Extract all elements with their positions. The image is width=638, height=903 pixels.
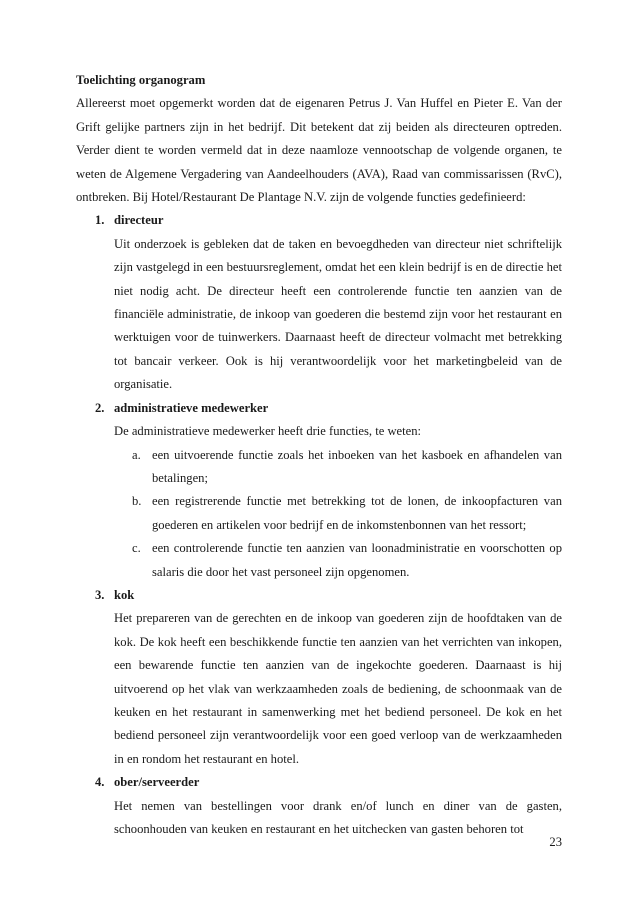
- sub-item-text: een registrerende functie met betrekking tot de lonen, de inkoopfacturen van goederen en artikelen voor bedrijf en de inkomstenbonnen van het ressort;: [152, 494, 562, 532]
- item-text: Het prepareren van de gerechten en de inkoop van goederen zijn de hoofdtaken van de kok. De kok heeft een beschikkende functie ten aanzien van het verrichten van inkopen, een bewarende functie ten aanzien van de ingekochte goederen. Daarnaast is hij uitvoerend op het vlak van werkzaamheden zoals de bediening, de schoonmaak van de keuken en het restaurant in samenwerking met het bediend personeel. De kok en het bediend personeel zijn verantwoordelijk voor een goed verloop van de werkzaamheden in en rondom het restaurant en hotel.: [114, 611, 562, 766]
- item-text: De administratieve medewerker heeft drie functies, te weten:: [114, 424, 422, 439]
- list-item-kok: [76, 584, 562, 771]
- sub-list: [114, 444, 562, 584]
- item-number: 1.: [95, 213, 105, 228]
- item-number: 3.: [95, 587, 105, 602]
- section-title: Toelichting organogram: [76, 73, 206, 87]
- sub-item-letter: b.: [132, 494, 142, 509]
- list-item-administratieve-medewerker: [76, 397, 562, 584]
- item-heading: administratieve medewerker: [114, 400, 269, 415]
- item-text: Het nemen van bestellingen voor drank en/of lunch en diner van de gasten, schoonhouden van keuken en restaurant en het uitchecken van gasten behoren tot: [114, 798, 562, 836]
- item-text: Uit onderzoek is gebleken dat de taken en bevoegdheden van directeur niet schriftelijk zijn vastgelegd in een bestuursreglement, omdat het een klein bedrijf is en de directie het niet nodig acht. De directeur heeft een controlerende functie ten aanzien van de financiële administratie, de inkoop van goederen die bestemd zijn voor het restaurant en werktuigen voor de tuinwerkers. Daarnaast heeft de directeur volmacht met betrekking tot bancair verkeer. Ook is hij verantwoordelijk voor het marketingbeleid van de organisatie.: [114, 236, 562, 392]
- item-heading: kok: [114, 587, 135, 602]
- list-item-directeur: [76, 209, 562, 396]
- intro-paragraph: Allereerst moet opgemerkt worden dat de eigenaren Petrus J. Van Huffel en Pieter E. Van der Grift gelijke partners zijn in het bedrijf. Dit betekent dat zij beiden als directeuren optreden. Verder dient te worden vermeld dat in deze naamloze vennootschap de volgende organen, te weten de Algemene Vergadering van Aandeelhouders (AVA), Raad van commissarissen (RvC), ontbreken. Bij Hotel/Restaurant De Plantage N.V. zijn de volgende functies gedefinieerd:: [76, 96, 562, 205]
- item-heading: ober/serveerder: [114, 775, 200, 790]
- sub-item: [114, 490, 562, 537]
- item-number: 4.: [95, 775, 105, 790]
- sub-item-text: een controlerende functie ten aanzien van loonadministratie en voorschotten op salaris die door het vast personeel zijn opgenomen.: [152, 541, 562, 579]
- sub-item-letter: c.: [132, 541, 141, 556]
- function-list: [76, 209, 562, 841]
- list-item-ober-serveerder: [76, 771, 562, 841]
- sub-item: [114, 444, 562, 491]
- item-heading: directeur: [114, 213, 164, 228]
- sub-item: [114, 537, 562, 584]
- item-number: 2.: [95, 400, 105, 415]
- sub-item-letter: a.: [132, 447, 141, 462]
- document-page: [76, 69, 562, 841]
- sub-item-text: een uitvoerende functie zoals het inboeken van het kasboek en afhandelen van betalingen;: [152, 447, 562, 485]
- page-number: 23: [549, 835, 562, 849]
